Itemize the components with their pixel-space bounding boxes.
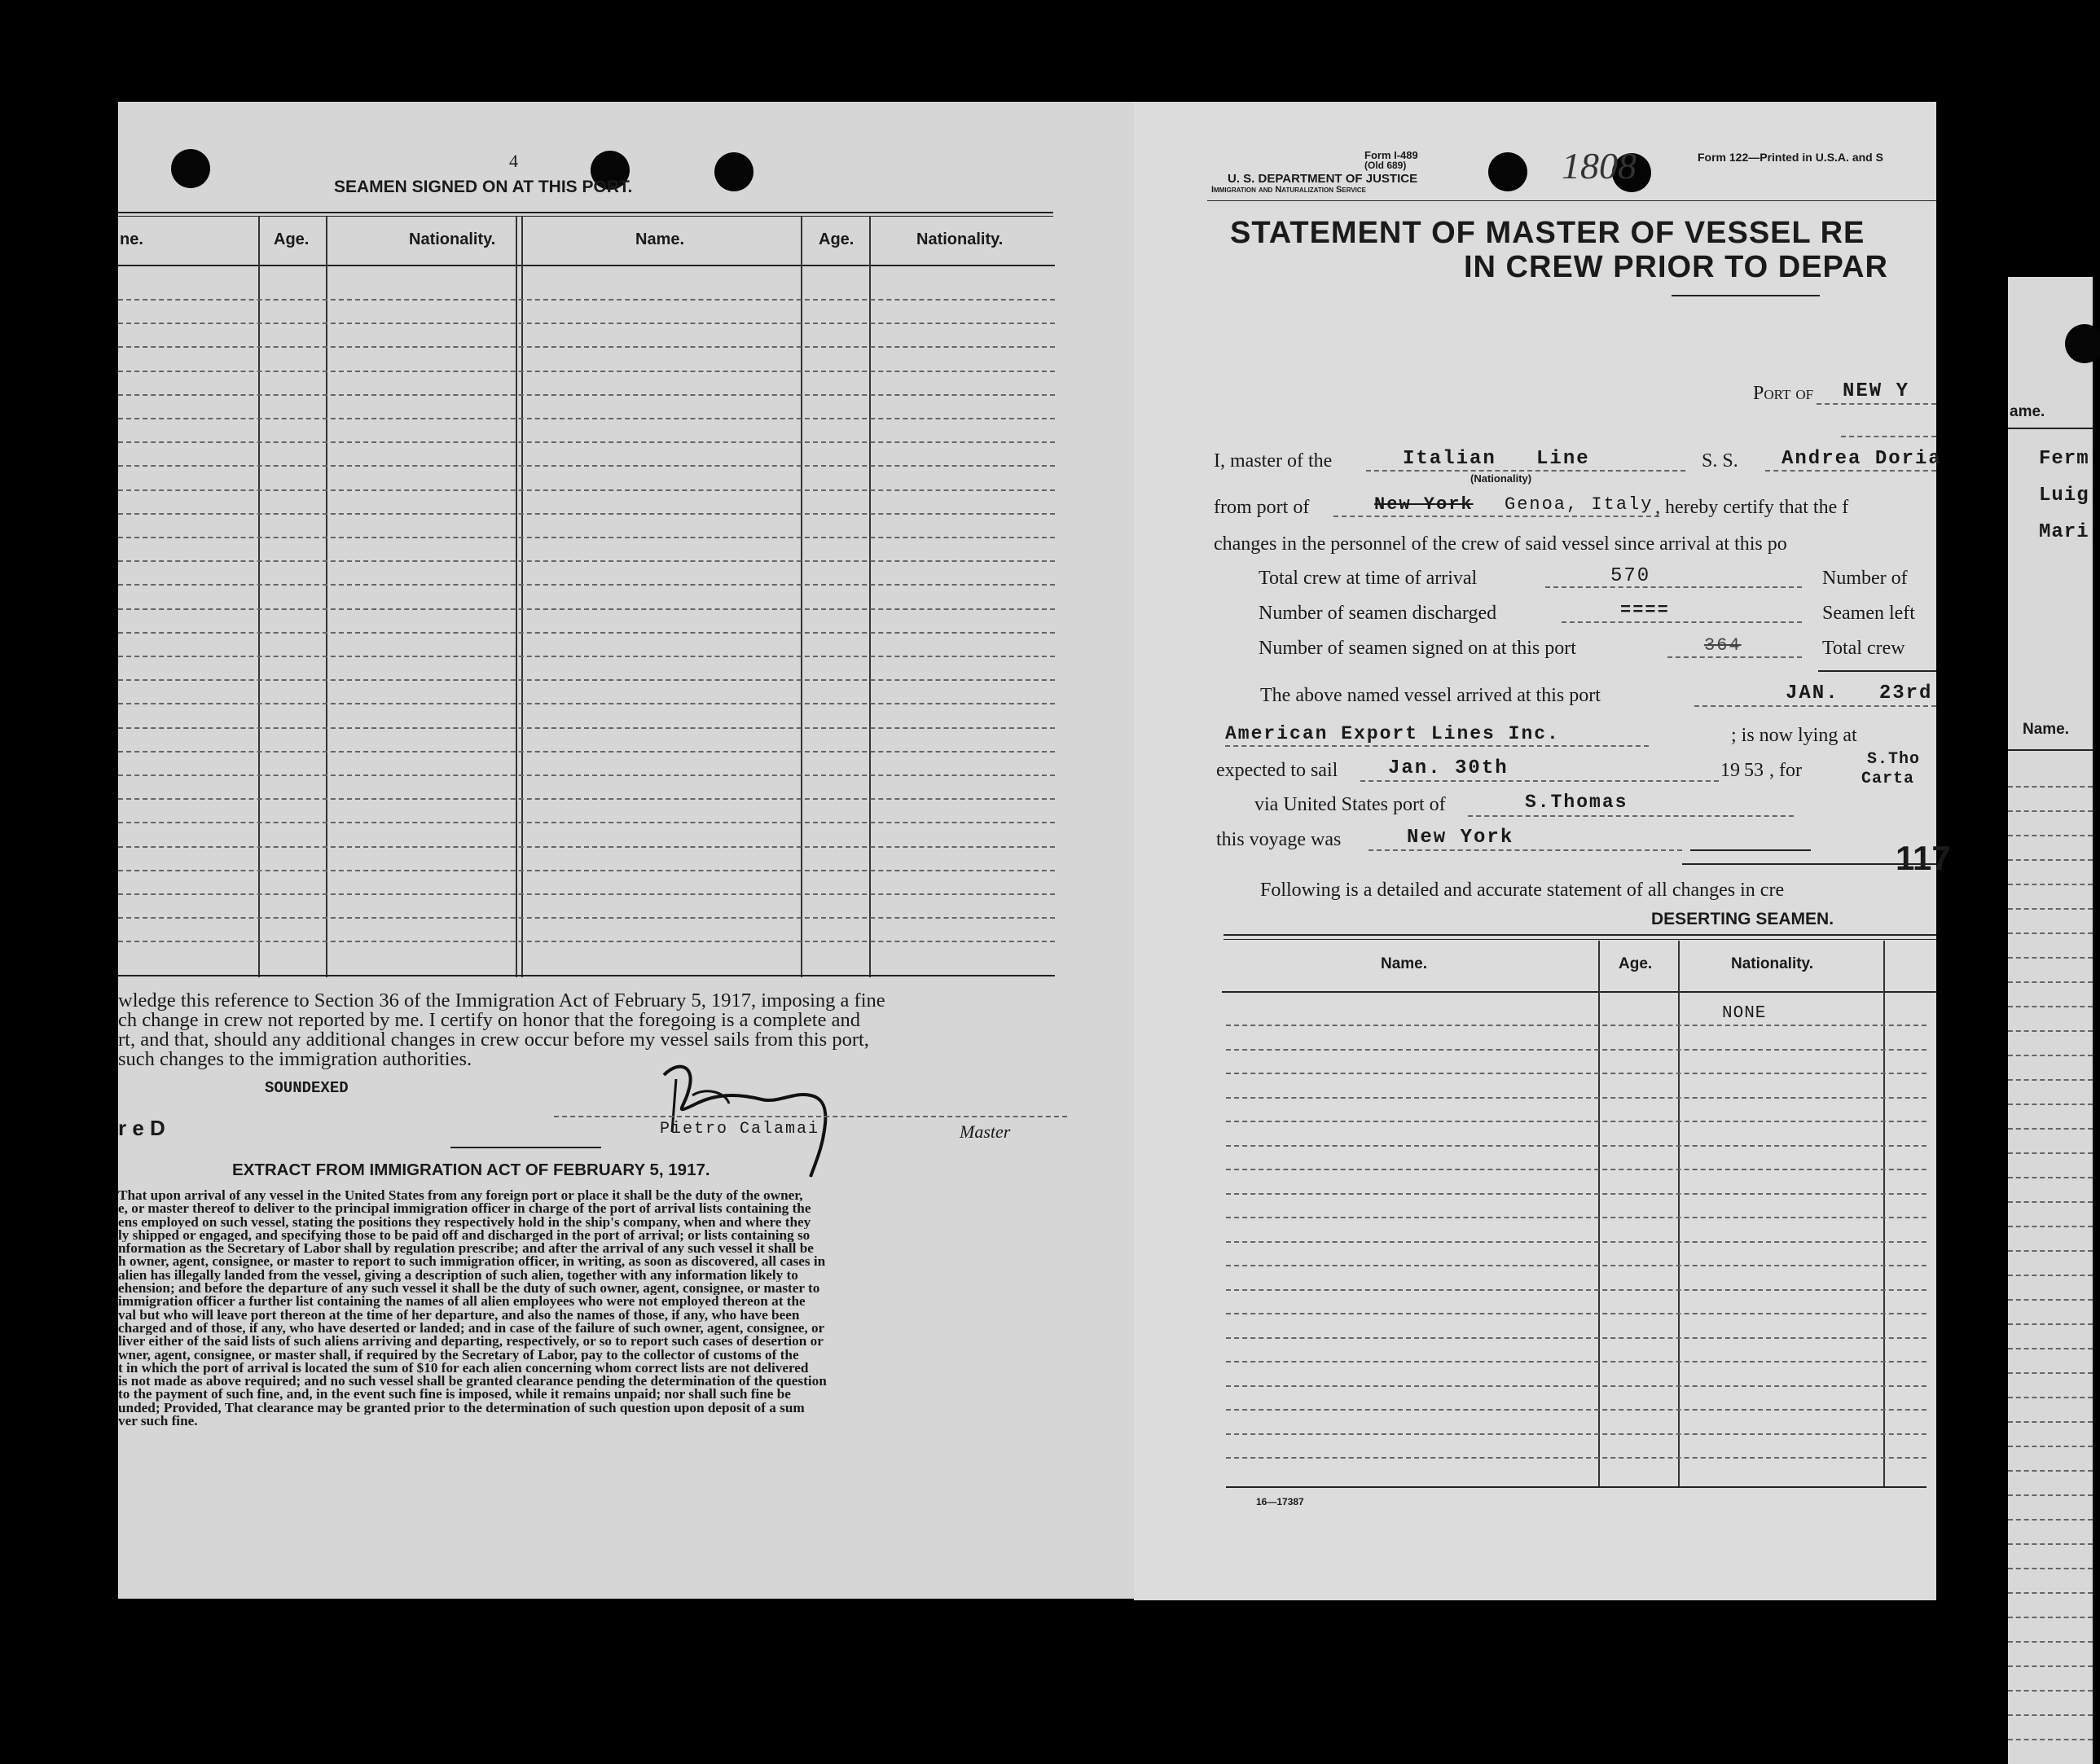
table-row xyxy=(118,371,1055,372)
underline xyxy=(1667,656,1802,658)
from-port-label: from port of xyxy=(1214,497,1310,518)
table-row xyxy=(1226,1169,1926,1170)
table-row xyxy=(2008,1104,2093,1105)
ack-line: ch change in crew not reported by me. I certify on honor that the foregoing is a complete and xyxy=(118,1009,860,1031)
rule xyxy=(1672,295,1820,296)
for-value-1: S.Tho xyxy=(1867,750,1921,769)
punch-hole xyxy=(2065,324,2100,363)
table-row xyxy=(2008,1739,2093,1740)
table-row xyxy=(2008,1568,2093,1569)
table-row xyxy=(118,513,1055,515)
for-value-2: Carta xyxy=(1861,770,1915,788)
table-row xyxy=(2008,786,2093,788)
third-page xyxy=(2008,277,2093,1764)
page-number: 4 xyxy=(509,151,518,171)
acknowledgement-text xyxy=(118,991,1071,1069)
col-divider xyxy=(521,216,523,977)
following-text: Following is a detailed and accurate statement of all changes in cre xyxy=(1260,880,1785,901)
table-row xyxy=(118,798,1055,800)
col-divider xyxy=(326,216,327,977)
third-page-name: Ferm xyxy=(2039,448,2089,470)
table-row xyxy=(1226,1097,1926,1099)
ack-line: such changes to the immigration authorities. xyxy=(118,1048,472,1070)
year-prefix: 19 xyxy=(1720,760,1740,781)
table-row xyxy=(118,537,1055,538)
table-row xyxy=(1226,1265,1926,1266)
extract-line: liver either of the said lists of such aliens arriving and departing, respectively, or so to report such cases of desertion or xyxy=(118,1335,824,1349)
signature-line xyxy=(554,1116,1067,1117)
table-row xyxy=(1226,1409,1926,1411)
ack-line: rt, and that, should any additional changes in crew occur before my vessel sails from this port, xyxy=(118,1029,869,1051)
discharged-label: Number of seamen discharged xyxy=(1259,603,1497,624)
form-title-line-2: IN CREW PRIOR TO DEPAR xyxy=(1464,250,1888,284)
table-row xyxy=(118,394,1055,396)
rule xyxy=(1224,939,1936,940)
punch-hole xyxy=(171,149,210,188)
signed-on-value: 364 xyxy=(1704,635,1742,656)
table-row xyxy=(118,560,1055,562)
changes-text: changes in the personnel of the crew of said vessel since arrival at this po xyxy=(1214,533,1787,555)
table-row xyxy=(1226,1025,1926,1026)
table-row xyxy=(2008,1494,2093,1496)
table-row xyxy=(118,679,1055,681)
table-row xyxy=(118,441,1055,443)
extract-line: e, or master thereof to deliver to the principal immigration officer in charge of the port of arrival lists containing the xyxy=(118,1202,811,1216)
table-row xyxy=(118,774,1055,776)
total-crew-label: Total crew at time of arrival xyxy=(1259,568,1478,589)
third-page-name: Mari xyxy=(2039,521,2089,543)
table-row xyxy=(1226,1337,1926,1339)
table-row xyxy=(118,346,1055,348)
underline xyxy=(1225,745,1649,747)
arrived-label: The above named vessel arrived at this port xyxy=(1260,685,1601,706)
table-row xyxy=(2008,859,2093,861)
table-row xyxy=(118,822,1055,823)
rule xyxy=(1207,200,1936,201)
arrived-value: JAN. 23rd xyxy=(1786,682,1933,704)
table-row xyxy=(118,489,1055,491)
extract-line: nformation as the Secretary of Labor shall by regulation prescribe; and after the arrival of any such vessel it shall be xyxy=(118,1242,814,1256)
extract-line: charged and of those, if any, who have deserted or landed; and in case of the failure of such owner, agent, consignee, or xyxy=(118,1321,825,1336)
year-value: 53 xyxy=(1744,760,1764,781)
table-row xyxy=(1226,1049,1926,1051)
extract-line: immigration officer a further list containing the names of all alien employees who were not employed thereon at the xyxy=(118,1295,806,1309)
table-row xyxy=(118,893,1055,895)
table-row xyxy=(2008,932,2093,934)
table-row xyxy=(2008,1055,2093,1056)
table-row xyxy=(2008,884,2093,885)
from-port-value: Genoa, Italy xyxy=(1505,494,1654,515)
table-row xyxy=(118,465,1055,467)
rule xyxy=(118,212,1053,213)
printed-note: Form 122—Printed in U.S.A. and S xyxy=(1698,151,1883,164)
col-header-nationality-1: Nationality. xyxy=(409,230,496,248)
table-row xyxy=(2008,1348,2093,1349)
table-row xyxy=(1226,1241,1926,1243)
table-row xyxy=(2008,1372,2093,1374)
form-number: Form I-489 xyxy=(1364,149,1418,161)
number-of-label: Number of xyxy=(1822,568,1908,589)
via-value: S.Thomas xyxy=(1525,792,1628,813)
col-header-nationality-2: Nationality. xyxy=(916,230,1004,248)
department: U. S. DEPARTMENT OF JUSTICE xyxy=(1228,172,1418,186)
table-row xyxy=(118,941,1055,942)
table-row xyxy=(1226,1121,1926,1122)
deserting-col-nationality: Nationality. xyxy=(1731,955,1813,972)
table-row xyxy=(2008,1275,2093,1276)
table-row xyxy=(2008,1323,2093,1325)
rule xyxy=(2008,428,2093,429)
extract-line: ehension; and before the departure of any such vessel it shall be the duty of such owner, agent, consignee, or master to xyxy=(118,1282,820,1296)
extract-line: h owner, agent, consignee, or master to report to such immigration officer, in writing, as soon as discovered, all cases in xyxy=(118,1255,826,1269)
typed-signature: Pietro Calamai, xyxy=(660,1120,832,1139)
total-crew-right-label: Total crew xyxy=(1822,638,1905,659)
col-divider xyxy=(516,216,517,977)
expected-sail-value: Jan. 30th xyxy=(1388,757,1509,779)
underline xyxy=(1333,516,1659,517)
rule xyxy=(2008,749,2093,751)
table-row xyxy=(118,917,1055,919)
col-divider xyxy=(869,216,871,977)
table-row xyxy=(2008,1006,2093,1007)
table-row xyxy=(118,846,1055,848)
table-row xyxy=(2008,957,2093,959)
table-row xyxy=(2008,1299,2093,1301)
deserting-title: DESERTING SEAMEN. xyxy=(1651,910,1834,928)
via-label: via United States port of xyxy=(1254,794,1446,815)
seamen-left-label: Seamen left xyxy=(1822,603,1915,624)
col-header-age-2: Age. xyxy=(819,230,854,248)
page-fragment: r e D xyxy=(118,1116,165,1140)
table-row xyxy=(2008,1397,2093,1398)
ss-label: S. S. xyxy=(1702,450,1738,472)
extract-line: is not made as above required; and no such vessel shall be granted clearance pending the determination of the question xyxy=(118,1375,827,1389)
nationality-value: Italian Line xyxy=(1403,448,1590,470)
underline xyxy=(1694,705,1936,707)
extract-body xyxy=(118,1189,1071,1428)
rule xyxy=(1226,1486,1926,1488)
table-row xyxy=(2008,1617,2093,1618)
table-row xyxy=(118,418,1055,419)
table-row xyxy=(2008,1152,2093,1154)
deserting-col-age: Age. xyxy=(1619,955,1653,972)
table-row xyxy=(2008,1714,2093,1716)
underline xyxy=(1366,470,1685,472)
agent-value: American Export Lines Inc. xyxy=(1225,723,1560,744)
col-header-name-1: ne. xyxy=(120,230,143,248)
table-row xyxy=(118,656,1055,657)
table-row xyxy=(118,727,1055,729)
table-row xyxy=(1226,1217,1926,1218)
nationality-caption: (Nationality) xyxy=(1470,472,1532,485)
voyage-value: New York xyxy=(1407,827,1514,849)
table-row xyxy=(118,751,1055,753)
underline xyxy=(1545,586,1802,588)
col-divider xyxy=(801,216,802,977)
ship-name: Andrea Doria xyxy=(1781,448,1942,470)
extract-line: alien has illegally landed from the vessel, giving a description of such alien, together with any information likely to xyxy=(118,1268,798,1283)
table-row xyxy=(118,584,1055,586)
table-row xyxy=(1226,1433,1926,1435)
certify-text: , hereby certify that the f xyxy=(1655,497,1849,518)
extract-line: That upon arrival of any vessel in the United States from any foreign port or place it shall be the duty of the owner, xyxy=(118,1189,803,1203)
none-entry: NONE xyxy=(1722,1004,1767,1023)
table-row xyxy=(2008,810,2093,812)
rule xyxy=(1682,863,1936,865)
table-row xyxy=(118,632,1055,634)
table-row xyxy=(1226,1385,1926,1387)
table-row xyxy=(118,703,1055,704)
left-page xyxy=(118,102,1135,1599)
table-row xyxy=(2008,1446,2093,1447)
table-row xyxy=(1226,1073,1926,1074)
footer-code: 16—17387 xyxy=(1256,1496,1304,1507)
table-row xyxy=(2008,1519,2093,1520)
service: Immigration and Naturalization Service xyxy=(1211,185,1367,195)
punch-hole xyxy=(1488,152,1527,191)
table-row xyxy=(1226,1289,1926,1291)
underline xyxy=(1562,621,1802,623)
table-row xyxy=(2008,1641,2093,1643)
table-row xyxy=(2008,1421,2093,1423)
ack-line: wledge this reference to Section 36 of the Immigration Act of February 5, 1917, imposing a fine xyxy=(118,990,885,1011)
from-port-struck: New York xyxy=(1374,494,1474,515)
soundexed-stamp: SOUNDEXED xyxy=(265,1079,349,1097)
voyage-label: this voyage was xyxy=(1216,829,1342,850)
table-row xyxy=(2008,981,2093,983)
expected-sail-label: expected to sail xyxy=(1216,760,1338,781)
underline xyxy=(1841,436,1936,437)
table-row xyxy=(1226,1193,1926,1195)
master-of-label: I, master of the xyxy=(1214,450,1333,472)
table-row xyxy=(2008,1250,2093,1252)
extract-line: ver such fine. xyxy=(118,1415,198,1428)
rule xyxy=(1222,991,1936,993)
for-label: , for xyxy=(1769,760,1802,781)
third-page-name-header: Name. xyxy=(2023,721,2070,738)
table-row xyxy=(1226,1361,1926,1362)
extract-title: EXTRACT FROM IMMIGRATION ACT OF FEBRUARY 5, 1917. xyxy=(232,1161,710,1179)
right-page xyxy=(1134,102,1951,1600)
table-row xyxy=(118,608,1055,610)
punch-hole xyxy=(714,152,753,191)
rule xyxy=(1818,670,1936,672)
table-row xyxy=(1226,1457,1926,1459)
underline xyxy=(1369,849,1682,851)
table-row xyxy=(2008,1690,2093,1692)
extract-line: t in which the port of arrival is located the sum of $10 for each alien concerning whom correct lists are not delivered xyxy=(118,1361,809,1376)
table-row xyxy=(2008,1470,2093,1472)
extract-line: wner, agent, consignee, or master shall, if required by the Secretary of Labor, pay to the collector of customs of the xyxy=(118,1348,799,1362)
col-divider xyxy=(258,216,260,977)
underline xyxy=(1360,780,1719,782)
rule xyxy=(118,975,1055,976)
table-row xyxy=(2008,1201,2093,1203)
discharged-value: ==== xyxy=(1620,600,1670,621)
rule xyxy=(450,1147,601,1148)
lying-at-label: ; is now lying at xyxy=(1731,725,1857,746)
old-form-number: (Old 689) xyxy=(1364,160,1407,171)
extract-line: val but who will leave port thereon at the time of her departure, and also the names of those, if any, who have been xyxy=(118,1308,800,1322)
port-of-value: NEW Y xyxy=(1843,380,1910,402)
extract-line: to the payment of such fine, and, in the event such fine is imposed, while it remains unpaid; nor shall such fine be xyxy=(118,1388,791,1402)
table-row xyxy=(2008,908,2093,910)
extract-line: unded; Provided, That clearance may be granted prior to the determination of such question upon deposit of a sum xyxy=(118,1401,805,1415)
table-row xyxy=(118,299,1055,301)
col-divider xyxy=(1883,941,1885,1486)
extract-line: ly shipped or engaged, and specifying those to be paid off and discharged in the port of arrival; or lists containing so xyxy=(118,1228,811,1243)
table-row xyxy=(1226,1313,1926,1314)
port-of-label: Port of xyxy=(1753,383,1814,404)
table-row xyxy=(2008,1226,2093,1227)
table-row xyxy=(2008,835,2093,836)
table-row xyxy=(2008,1079,2093,1081)
table-row xyxy=(2008,1128,2093,1130)
table-row xyxy=(2008,1543,2093,1545)
col-header-age-1: Age. xyxy=(274,230,310,248)
col-divider xyxy=(1598,941,1600,1486)
table-row xyxy=(2008,1592,2093,1594)
table-row xyxy=(2008,1665,2093,1667)
col-divider xyxy=(1678,941,1680,1486)
extract-line: ens employed on such vessel, stating the positions they respectively hold in the ship's company, when and where they xyxy=(118,1215,811,1229)
master-label: Master xyxy=(960,1121,1011,1142)
total-crew-value: 570 xyxy=(1610,565,1651,587)
big-number: 117 xyxy=(1896,839,1951,877)
third-page-name: Luig xyxy=(2039,485,2089,507)
underline xyxy=(1765,470,1936,472)
table-row xyxy=(2008,1177,2093,1178)
handwritten-number: 1808 xyxy=(1562,145,1637,186)
table-row xyxy=(2008,1030,2093,1032)
table-row xyxy=(118,323,1055,324)
third-page-header: ame. xyxy=(2010,403,2045,420)
underline xyxy=(1468,815,1794,817)
col-header-name-2: Name. xyxy=(635,230,685,248)
rule xyxy=(1690,849,1811,851)
section-title: SEAMEN SIGNED ON AT THIS PORT. xyxy=(334,178,633,196)
form-title-line-1: STATEMENT OF MASTER OF VESSEL RE xyxy=(1230,216,1865,250)
underline xyxy=(1817,403,1936,405)
signed-on-label: Number of seamen signed on at this port xyxy=(1259,638,1576,659)
deserting-col-name: Name. xyxy=(1381,955,1428,972)
table-row xyxy=(1226,1145,1926,1147)
rule xyxy=(1224,934,1936,936)
table-row xyxy=(118,870,1055,871)
